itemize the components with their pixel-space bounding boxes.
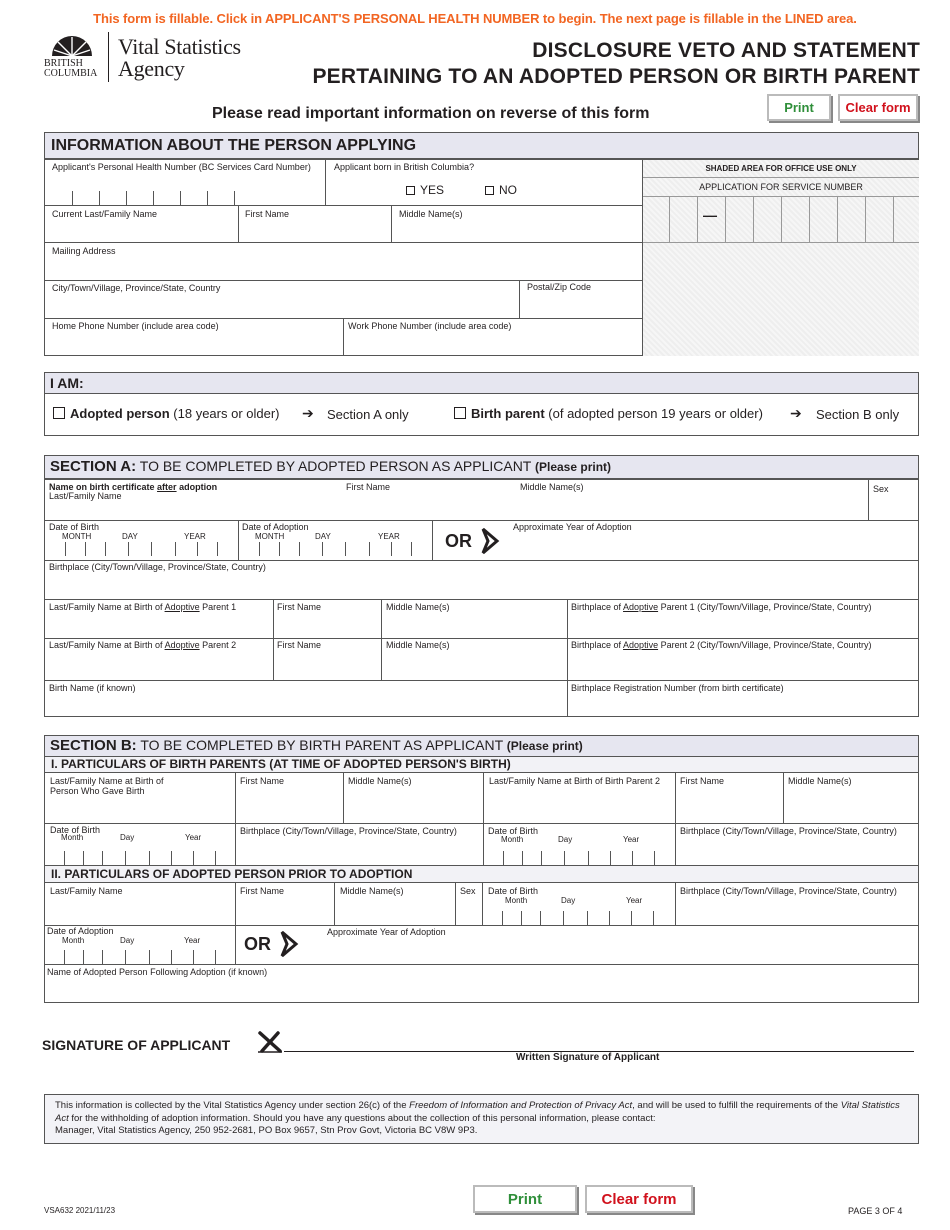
divider <box>567 599 568 717</box>
a-first-name-label: First Name <box>346 482 391 492</box>
applicant-heading: INFORMATION ABOUT THE PERSON APPLYING <box>51 137 417 154</box>
b-dob-1-month: Month <box>61 833 84 842</box>
bc-sun-icon <box>44 32 100 58</box>
b-dob-1-input[interactable] <box>45 851 235 865</box>
divider <box>273 599 274 680</box>
a-parent2-birthplace-label: Birthplace of Adoptive Parent 2 (City/Town/Village, Province/State, Country) <box>571 640 872 650</box>
city-label: City/Town/Village, Province/State, Country <box>52 283 221 293</box>
yes-checkbox[interactable] <box>406 186 415 195</box>
work-phone-label: Work Phone Number (include area code) <box>348 321 512 331</box>
b-last-name-label: Last/Family Name <box>50 886 123 896</box>
service-dash: — <box>703 207 717 223</box>
born-bc-label: Applicant born in British Columbia? <box>334 162 475 172</box>
a-doa-month: MONTH <box>255 532 285 541</box>
section-a-only: Section A only <box>327 407 409 422</box>
signature-caption: Written Signature of Applicant <box>516 1052 660 1063</box>
a-doa-label: Date of Adoption <box>242 522 309 532</box>
arrow-icon: ➔ <box>302 405 314 421</box>
b-birthplace-1-label: Birthplace (City/Town/Village, Province/State, Country) <box>240 826 457 836</box>
mailing-address-label: Mailing Address <box>52 246 116 256</box>
b-dob-2-month: Month <box>501 835 524 844</box>
divider <box>675 883 676 925</box>
privacy-text: This information is collected by the Vital Statistics Agency under section 26(c) of the Freedom of Information and Protection of Privacy Act, and will be used to fulfill the requirements of the Vital Statistics Act for the withholding of adoption information. Should you have any questions about the collection of this personal information, please contact: Manager, Vital Statistics Agency, 250 952-2681, PO Box 9657, Stn Prov Govt, Victoria BC V8W 9P3. <box>55 1100 900 1136</box>
b-approx-year-label: Approximate Year of Adoption <box>327 927 446 937</box>
last-name-label: Current Last/Family Name <box>52 209 158 219</box>
b-doa-year: Year <box>184 936 201 945</box>
a-doa-input[interactable] <box>239 542 432 560</box>
postal-label: Postal/Zip Code <box>527 282 592 292</box>
divider <box>44 964 919 965</box>
divider <box>44 242 643 243</box>
i-am-heading-bar <box>44 372 919 394</box>
b-middle-label: Middle Name(s) <box>340 886 404 896</box>
divider <box>44 479 919 480</box>
b-dob-2-day: Day <box>558 835 573 844</box>
clear-form-button[interactable]: Clear form <box>838 94 918 121</box>
phn-input[interactable] <box>45 175 325 205</box>
b-dob-1-year: Year <box>185 833 202 842</box>
b-name-after-label: Name of Adopted Person Following Adoption (if known) <box>47 967 268 977</box>
section-b-only: Section B only <box>816 407 900 422</box>
no-checkbox[interactable] <box>485 186 494 195</box>
divider <box>334 883 335 925</box>
a-dob-month: MONTH <box>62 532 92 541</box>
b-parent2-last-label: Last/Family Name at Birth of Birth Parent 2 <box>489 776 661 786</box>
b-first-name-1-label: First Name <box>240 776 285 786</box>
a-parent1-last-label: Last/Family Name at Birth of Adoptive Parent 1 <box>49 602 237 612</box>
part1-heading: I. PARTICULARS OF BIRTH PARENTS (AT TIME OF ADOPTED PERSON'S BIRTH) <box>51 757 511 771</box>
b-dob-2-input[interactable] <box>484 851 675 865</box>
i-am-heading: I AM: <box>50 375 84 391</box>
a-parent2-last-label: Last/Family Name at Birth of Adoptive Parent 2 <box>49 640 237 650</box>
a-parent2-middle-label: Middle Name(s) <box>386 640 450 650</box>
divider <box>643 242 919 243</box>
divider <box>343 773 344 823</box>
a-doa-year: YEAR <box>378 532 400 541</box>
a-birthplace-label: Birthplace (City/Town/Village, Province/State, Country) <box>49 562 266 572</box>
a-doa-day: DAY <box>315 532 331 541</box>
divider <box>235 883 236 925</box>
a-approx-year-label: Approximate Year of Adoption <box>513 522 632 532</box>
b-birthplace-2-label: Birthplace (City/Town/Village, Province/State, Country) <box>680 826 897 836</box>
b-dob-label: Date of Birth <box>488 886 539 896</box>
divider <box>381 599 382 680</box>
middle-names-label: Middle Name(s) <box>399 209 463 219</box>
reverse-notice: Please read important information on reverse of this form <box>212 105 650 122</box>
divider <box>44 560 919 561</box>
b-middle-2-label: Middle Name(s) <box>788 776 852 786</box>
b-doa-month: Month <box>62 936 85 945</box>
divider <box>519 280 520 318</box>
divider <box>238 205 239 243</box>
a-dob-label: Date of Birth <box>49 522 100 532</box>
home-phone-label: Home Phone Number (include area code) <box>52 321 219 331</box>
b-dob-1-day: Day <box>120 833 135 842</box>
divider <box>44 638 919 639</box>
a-middle-names-label: Middle Name(s) <box>520 482 584 492</box>
divider <box>235 773 236 865</box>
divider <box>391 205 392 243</box>
b-first-name-label: First Name <box>240 886 285 896</box>
born-bc-no[interactable]: NO <box>485 184 517 197</box>
service-number-cells <box>643 196 919 242</box>
first-name-label: First Name <box>245 209 290 219</box>
divider <box>44 520 919 521</box>
form-title: DISCLOSURE VETO AND STATEMENT PERTAINING TO AN ADOPTED PERSON OR BIRTH PARENT <box>312 39 920 88</box>
birth-parent-checkbox[interactable] <box>454 407 466 419</box>
clear-form-button-bottom[interactable]: Clear form <box>585 1185 693 1213</box>
signature-x-icon <box>256 1030 284 1054</box>
or-arrow-icon <box>480 527 500 555</box>
divider <box>44 680 919 681</box>
b-doa-day: Day <box>120 936 135 945</box>
fillable-banner: This form is fillable. Click in APPLICANT'S PERSONAL HEALTH NUMBER to begin. The next page is fillable in the LINED area. <box>93 11 857 26</box>
office-use-label: SHADED AREA FOR OFFICE USE ONLY <box>705 164 857 173</box>
b-dob-year: Year <box>626 896 643 905</box>
a-dob-input[interactable] <box>45 542 237 560</box>
adopted-person-checkbox[interactable] <box>53 407 65 419</box>
divider <box>643 177 919 178</box>
page-number: PAGE 3 OF 4 <box>848 1206 903 1216</box>
print-button[interactable]: Print <box>767 94 831 121</box>
divider <box>343 318 344 356</box>
b-dob-2-year: Year <box>623 835 640 844</box>
b-first-name-2-label: First Name <box>680 776 725 786</box>
name-cert-label: Name on birth certificate after adoption <box>49 482 218 492</box>
section-b-heading: SECTION B: TO BE COMPLETED BY BIRTH PARENT AS APPLICANT (Please print) <box>50 737 583 754</box>
b-dob-2-label: Date of Birth <box>488 826 539 836</box>
b-birthplace-label: Birthplace (City/Town/Village, Province/State, Country) <box>680 886 897 896</box>
or-arrow-icon <box>279 930 299 958</box>
b-doa-label: Date of Adoption <box>47 926 114 936</box>
divider <box>675 773 676 865</box>
b-doa-input[interactable] <box>45 950 235 964</box>
b-dob-day: Day <box>561 896 576 905</box>
b-or-label: OR <box>244 934 271 954</box>
service-number-label: APPLICATION FOR SERVICE NUMBER <box>699 182 863 192</box>
divider <box>325 159 326 205</box>
divider <box>432 520 433 560</box>
b-dob-month: Month <box>505 896 528 905</box>
a-dob-year: YEAR <box>184 532 206 541</box>
logo-agency: Vital Statistics Agency <box>118 34 241 81</box>
b-gave-birth-label: Last/Family Name at Birth of Person Who Gave Birth <box>50 776 164 796</box>
arrow-icon: ➔ <box>790 405 802 421</box>
a-parent2-first-label: First Name <box>277 640 322 650</box>
form-id: VSA632 2021/11/23 <box>44 1206 116 1215</box>
phn-label: Applicant's Personal Health Number (BC Services Card Number) <box>52 162 311 172</box>
divider <box>44 925 919 926</box>
a-sex-label: Sex <box>873 484 889 494</box>
option-birth-parent[interactable]: Birth parent (of adopted person 19 years or older) <box>454 406 763 421</box>
divider <box>235 925 236 964</box>
section-a-heading: SECTION A: TO BE COMPLETED BY ADOPTED PERSON AS APPLICANT (Please print) <box>50 458 612 475</box>
b-dob-input[interactable] <box>483 911 675 925</box>
divider <box>455 883 456 925</box>
a-or-label: OR <box>445 531 472 551</box>
b-sex-label: Sex <box>460 886 476 896</box>
section-a <box>44 455 919 717</box>
a-reg-number-label: Birthplace Registration Number (from birth certificate) <box>571 683 784 693</box>
signature-label: SIGNATURE OF APPLICANT <box>42 1037 231 1053</box>
a-birth-name-label: Birth Name (if known) <box>49 683 136 693</box>
part2-heading: II. PARTICULARS OF ADOPTED PERSON PRIOR TO ADOPTION <box>51 867 413 881</box>
bc-logo <box>44 32 244 82</box>
a-last-name-label: Last/Family Name <box>49 491 122 501</box>
b-middle-1-label: Middle Name(s) <box>348 776 412 786</box>
a-dob-day: DAY <box>122 532 138 541</box>
logo-province: BRITISH COLUMBIA <box>44 58 98 79</box>
divider <box>868 479 869 520</box>
divider <box>44 823 919 824</box>
logo-divider <box>108 32 109 82</box>
divider <box>44 599 919 600</box>
divider <box>44 280 643 281</box>
b-dob-1-label: Date of Birth <box>50 825 101 835</box>
option-adopted-person[interactable]: Adopted person (18 years or older) <box>53 406 280 421</box>
divider <box>783 773 784 823</box>
a-parent1-middle-label: Middle Name(s) <box>386 602 450 612</box>
print-button-bottom[interactable]: Print <box>473 1185 577 1213</box>
born-bc-yes[interactable]: YES <box>406 184 444 197</box>
a-parent1-first-label: First Name <box>277 602 322 612</box>
a-parent1-birthplace-label: Birthplace of Adoptive Parent 1 (City/Town/Village, Province/State, Country) <box>571 602 872 612</box>
divider <box>44 205 643 206</box>
